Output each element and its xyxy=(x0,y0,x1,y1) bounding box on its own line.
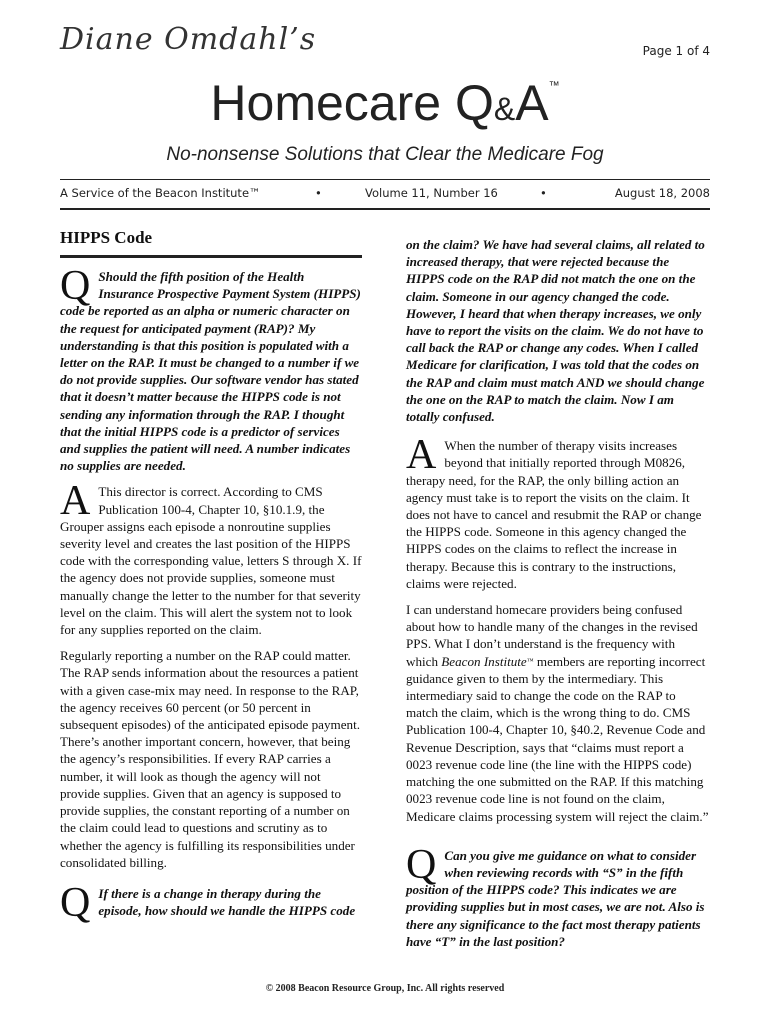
question-1-text: Should the fifth position of the Health Insurance Prospective Payment System (HIPPS) code be reported as an alpha or numeric character on the request for anticipated payment (RAP)? My understanding is that this position is populated with a letter on the RAP. It must be changed to a number if we do not provide supplies. Our software vendor has stated that it doesn’t matter because the HIPPS code is not sending any information through the RAP. I thought that the initial HIPPS code is a predictor of services and supplies the patient will need. A number indicates no supplies are needed. xyxy=(60,269,361,474)
answer-dropcap: A xyxy=(406,432,437,479)
question-3-text: Can you give me guidance on what to consider when reviewing records with “S” in the fifth position of the HIPPS code? This indicates we are providing supplies but in most cases, we are not. Also is there any significance to the fact most therapy patients have “T” in the last position? xyxy=(406,847,705,949)
left-column xyxy=(60,228,362,928)
title-right: A xyxy=(515,75,549,131)
answer-1-paragraph-2: Regularly reporting a number on the RAP could matter. The RAP sends information about the resources a patient with a given case-mix may need. In response to the RAP, the agency receives 60 percent (or 50 percent in subsequent episodes) of the anticipated episode payment. There’s another important concern, however, that being the agency’s responsibilities. If every RAP carries a number, it will look as though the agency will not provide supplies. Given that an agency is supposed to provide supplies, the constant reporting of a number on the claim could lead to questions and scrutiny as to whether the agency is fulfilling its responsibilities under consolidated billing. xyxy=(60,648,360,870)
masthead-volume: Volume 11, Number 16 xyxy=(365,186,498,200)
title-left: Homecare Q xyxy=(210,75,494,131)
answer-1-text: This director is correct. According to CMS Publication 100-4, Chapter 10, §10.1.9, the Grouper assigns each episode a nonroutine supplies severity level and creates the last position of the HIPPS code with the corresponding value, letters S through X. If the agency does not provide supplies, someone must manually change the letter to the number for that severity level on the claim. This will alert the system not to look for any supplies reported on the claim. xyxy=(60,484,362,638)
question-3 xyxy=(406,841,710,950)
beacon-institute-name: Beacon Institute xyxy=(441,653,527,669)
section-title: HIPPS Code xyxy=(60,228,153,247)
answer-2-text-start: I can understand homecare providers being confused about how to handle many of the changes in the revised PPS. What I don’t understand is the frequency with which xyxy=(406,602,698,669)
trademark-mark: ™ xyxy=(548,80,560,92)
page-number: Page 1 of 4 xyxy=(642,44,710,58)
question-dropcap: Q xyxy=(60,879,91,926)
question-dropcap: Q xyxy=(406,841,437,888)
author-name: Diane Omdahl’s xyxy=(60,22,317,57)
masthead-bullet: • xyxy=(315,186,322,200)
question-2-continued: on the claim? We have had several claims, all related to increased therapy, that were rejected because the HIPPS code on the RAP did not match the one on the claim. Someone in our agency changed the code. However, I heard that when therapy increases, we only have to report the visits on the claim. We do not have to call back the RAP or change any codes. When I called Medicare for clarification, I was told that the codes on the RAP and claim must match AND we should change the one on the RAP to match the claim. Now I am totally confused. xyxy=(406,237,705,425)
trademark-mark: ™ xyxy=(526,656,534,665)
answer-2-text-end: members are reporting incorrect guidance given to them by the intermediary. This intermediary said to change the code on the RAP to match the claim, which is the wrong thing to do. CMS Publication 100-4, Chapter 10, §40.2, Revenue Code and Revenue Description, says that “claims must report a 0023 revenue code line (the line with the HIPPS code) matching the one submitted on the RAP. If this matching 0023 revenue code line is not found on the claim, Medicare claims processing system will reject the claim.” xyxy=(406,653,709,824)
masthead-bullet: • xyxy=(540,186,547,200)
question-2 xyxy=(60,879,362,926)
question-1 xyxy=(60,263,362,474)
masthead-top-rule xyxy=(60,179,710,180)
section-rule xyxy=(60,255,362,258)
masthead-date: August 18, 2008 xyxy=(614,186,710,200)
answer-1 xyxy=(60,478,362,638)
newsletter-title xyxy=(0,74,770,132)
answer-dropcap: A xyxy=(60,478,91,525)
masthead-bottom-rule xyxy=(60,208,710,210)
question-dropcap: Q xyxy=(60,263,91,309)
masthead-service: A Service of the Beacon Institute™ xyxy=(60,186,261,200)
answer-2-text: When the number of therapy visits increases beyond that initially reported through M0826, therapy need, for the RAP, the only billing action an agency must take is to report the visits on the claim. It does not have to cancel and resubmit the RAP or change the HIPPS code. Someone in this agency changed the HIPPS codes on the claims to reflect the increase in therapy. Because this is contrary to the instructions, claims were rejected. xyxy=(406,438,702,591)
answer-2 xyxy=(406,432,710,592)
copyright-footer: © 2008 Beacon Resource Group, Inc. All rights reserved xyxy=(265,983,505,994)
right-column xyxy=(406,236,710,959)
answer-2-paragraph-2 xyxy=(406,601,710,825)
question-2-text: If there is a change in therapy during the episode, how should we handle the HIPPS code xyxy=(98,885,356,919)
masthead xyxy=(60,186,710,202)
title-ampersand: & xyxy=(493,91,516,127)
newsletter-subtitle: No-nonsense Solutions that Clear the Medicare Fog xyxy=(166,144,604,165)
